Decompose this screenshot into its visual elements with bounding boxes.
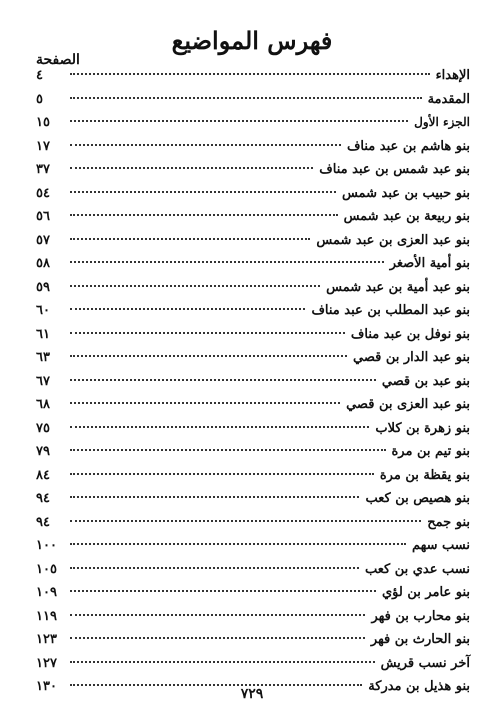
- dot-leader: [70, 379, 376, 381]
- toc-entry-label: الإهداء: [435, 68, 470, 83]
- toc-entry: [36, 252, 470, 276]
- dot-leader: [70, 261, 384, 263]
- dot-leader: [70, 661, 375, 663]
- toc-entry-page: ٩٤: [36, 491, 50, 506]
- toc-entry-page: ١٢٣: [36, 632, 57, 647]
- toc-entry-page: ٣٧: [36, 162, 50, 177]
- toc-entry: [36, 135, 470, 159]
- toc-entry: [36, 393, 470, 417]
- dot-leader: [70, 308, 305, 310]
- toc-entry-page: ١٠٥: [36, 561, 57, 577]
- toc-entry-page: ١٢٧: [36, 655, 57, 671]
- dot-leader: [70, 191, 336, 193]
- page-column-header: الصفحة: [36, 52, 80, 68]
- table-of-contents: [36, 64, 470, 699]
- toc-entry-page: ٦١: [36, 326, 50, 342]
- toc-entry: [36, 487, 470, 511]
- toc-entry-page: ١٧: [36, 138, 50, 154]
- dot-leader: [70, 238, 310, 240]
- toc-entry: [36, 417, 470, 441]
- toc-entry-page: ٥: [36, 91, 43, 107]
- toc-entry: [36, 581, 470, 605]
- toc-entry: [36, 534, 470, 558]
- toc-entry-page: ٥٨: [36, 256, 50, 271]
- dot-leader: [70, 590, 376, 592]
- toc-entry-label: بنو عبد الدار بن قصي: [353, 350, 470, 365]
- toc-entry: [36, 88, 470, 112]
- toc-entry-label: بنو عامر بن لؤي: [381, 585, 470, 600]
- toc-entry: [36, 511, 470, 535]
- toc-entry-page: ٦٨: [36, 397, 50, 412]
- toc-entry: [36, 299, 470, 323]
- toc-entry-page: ٧٥: [36, 420, 50, 436]
- dot-leader: [70, 567, 359, 569]
- dot-leader: [70, 543, 406, 545]
- toc-entry-label: المقدمة: [427, 91, 470, 107]
- dot-leader: [70, 637, 365, 639]
- toc-entry-label: بنو محارب بن فهر: [371, 608, 470, 624]
- dot-leader: [70, 167, 313, 169]
- dot-leader: [70, 614, 365, 616]
- dot-leader: [70, 473, 374, 475]
- toc-entry-label: بنو يقظة بن مرة: [379, 467, 470, 483]
- toc-entry-page: ٩٤: [36, 514, 50, 530]
- toc-entry-label: بنو أمية الأصغر: [389, 256, 470, 271]
- toc-entry: [36, 605, 470, 629]
- toc-section-entry: [36, 111, 470, 135]
- toc-entry-page: ١١٩: [36, 608, 57, 624]
- toc-entry-page: ٦٧: [36, 373, 50, 389]
- toc-entry: [36, 229, 470, 253]
- toc-entry: [36, 346, 470, 370]
- dot-leader: [70, 449, 386, 451]
- toc-entry: [36, 205, 470, 229]
- toc-entry-label: نسب عدي بن كعب: [364, 561, 470, 577]
- toc-entry-page: ٥٩: [36, 279, 50, 295]
- page-number: ٧٢٩: [240, 686, 264, 702]
- toc-entry-label: بنو هصيص بن كعب: [365, 491, 470, 506]
- toc-entry: [36, 652, 470, 676]
- toc-entry-label: بنو نوفل بن عبد مناف: [350, 326, 470, 342]
- dot-leader: [70, 144, 341, 146]
- toc-entry-page: ١٣٠: [36, 679, 57, 694]
- toc-entry-page: ١٠٩: [36, 585, 57, 600]
- toc-entry-label: بنو زهرة بن كلاب: [375, 420, 470, 436]
- toc-entry-page: ٨٤: [36, 467, 50, 483]
- toc-entry: [36, 182, 470, 206]
- toc-entry-label: الجزء الأول: [414, 115, 470, 129]
- toc-entry: [36, 558, 470, 582]
- toc-entry: [36, 323, 470, 347]
- toc-entry-label: بنو هذيل بن مدركة: [368, 679, 470, 694]
- toc-entry-page: ٤: [36, 68, 43, 83]
- dot-leader: [70, 402, 340, 404]
- toc-entry: [36, 64, 470, 88]
- dot-leader: [70, 496, 359, 498]
- toc-entry: [36, 276, 470, 300]
- toc-entry-label: بنو عبد بن قصي: [381, 373, 470, 389]
- page-title: فهرس المواضيع: [171, 26, 333, 55]
- toc-entry-label: بنو تيم بن مرة: [391, 444, 470, 459]
- toc-entry-page: ٥٦: [36, 209, 50, 224]
- toc-entry-label: بنو عبد أمية بن عبد شمس: [326, 279, 470, 295]
- toc-entry: [36, 628, 470, 652]
- toc-entry-page: ٧٩: [36, 444, 50, 459]
- dot-leader: [70, 214, 338, 216]
- toc-entry-label: آخر نسب قريش: [380, 655, 470, 671]
- toc-entry-label: بنو جمح: [427, 514, 470, 530]
- toc-entry-label: بنو هاشم بن عبد مناف: [346, 138, 470, 154]
- dot-leader: [70, 355, 347, 357]
- toc-entry-label: بنو عبد العزى بن قصي: [346, 397, 470, 412]
- toc-entry: [36, 440, 470, 464]
- dot-leader: [70, 73, 430, 75]
- toc-entry-page: ٦٣: [36, 350, 50, 365]
- toc-entry: [36, 464, 470, 488]
- toc-entry-label: بنو عبد المطلب بن عبد مناف: [311, 303, 470, 318]
- toc-entry: [36, 370, 470, 394]
- toc-entry-page: ٥٧: [36, 232, 50, 248]
- toc-entry-page: ٦٠: [36, 303, 50, 318]
- dot-leader: [70, 97, 422, 99]
- dot-leader: [70, 285, 320, 287]
- toc-entry-page: ٥٤: [36, 185, 50, 201]
- toc-entry-page: ١٥: [36, 115, 50, 130]
- toc-entry-label: بنو عبد العزى بن عبد شمس: [316, 232, 470, 248]
- toc-entry-label: بنو حبيب بن عبد شمس: [341, 185, 470, 201]
- dot-leader: [70, 520, 421, 522]
- dot-leader: [70, 332, 345, 334]
- toc-entry-label: نسب سهم: [411, 538, 470, 553]
- toc-entry: [36, 158, 470, 182]
- toc-entry-label: بنو ربيعة بن عبد شمس: [343, 209, 470, 224]
- toc-entry-page: ١٠٠: [36, 538, 57, 553]
- dot-leader: [70, 120, 408, 122]
- dot-leader: [70, 426, 369, 428]
- toc-entry-label: بنو عبد شمس بن عبد مناف: [319, 162, 470, 177]
- toc-entry-label: بنو الحارث بن فهر: [370, 632, 470, 647]
